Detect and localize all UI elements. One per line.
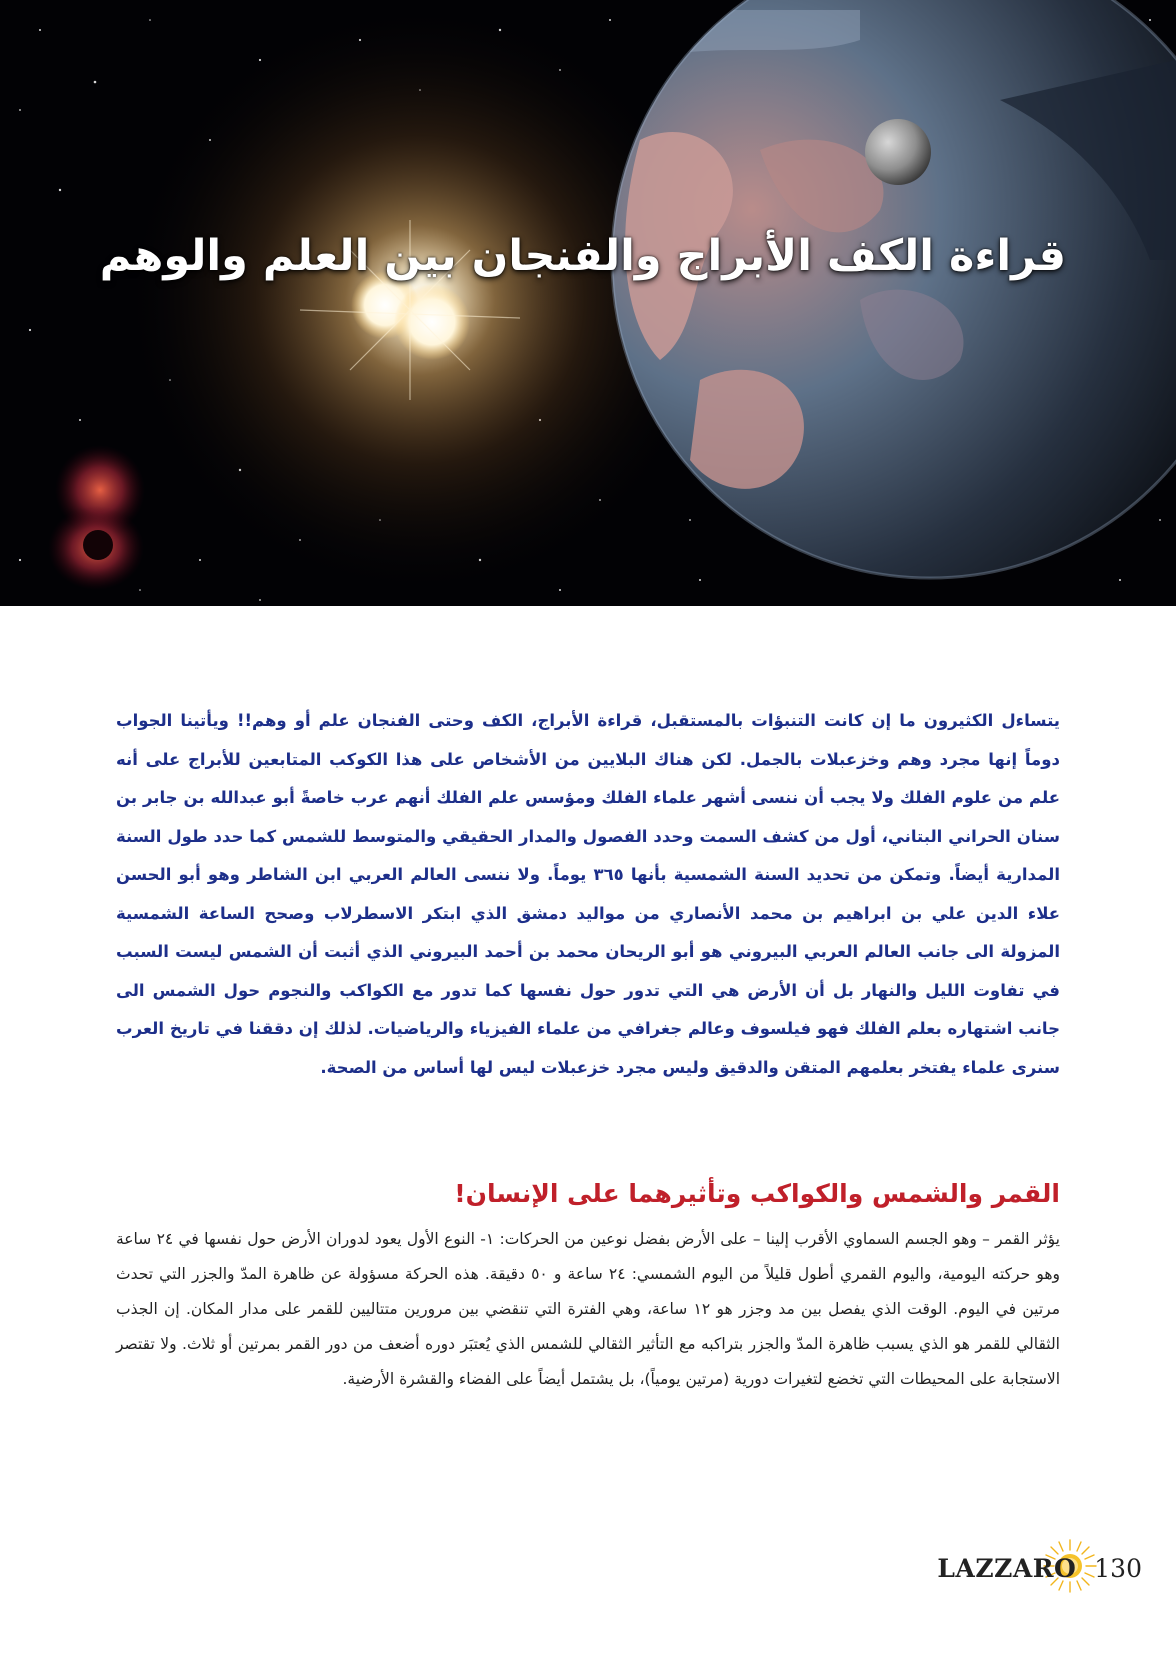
intro-paragraph: يتساءل الكثيرون ما إن كانت التنبؤات بالمستقبل، قراءة الأبراج، الكف وحتى الفنجان علم أو وهم!! ويأتينا الجواب دوماً إنها مجرد وهم وخزعبلات بالجمل. لكن هناك البلايين من الأشخاص على هذا الكوكب المتابعين للأبراج على أنه علم من علوم الفلك ولا يجب أن ننسى أشهر علماء الفلك ومؤسس علم الفلك أنهم عرب خاصةً أبو عبدالله بن جابر بن سنان الحراني البتاني، أول من كشف السمت وحدد الفصول والمدار الحقيقي والمتوسط للشمس كما حدد طول السنة المدارية أيضاً. وتمكن من تحديد السنة الشمسية بأنها ٣٦٥ يوماً. ولا ننسى العالم العربي ابن الشاطر وهو أبو الحسن علاء الدين علي بن ابراهيم بن محمد الأنصاري من مواليد دمشق الذي ابتكر الاسطرلاب وصحح الساعة الشمسية المزولة الى جانب العالم العربي البيروني هو أبو الريحان محمد بن أحمد البيروني الذي أثبت أن الشمس ليست السبب في تفاوت الليل والنهار بل أن الأرض هي التي تدور حول نفسها كما تدور مع الكواكب والنجوم حول الشمس الى جانب اشتهاره بعلم الفلك فهو فيلسوف وعالم جغرافي من علماء الفيزياء والرياضيات. لذلك إن دققنا في تاريخ العرب سنرى علماء يفتخر بعلمهم المتقن والدقيق وليس مجرد خزعبلات ليس لها أساس من الصحة. <box>116 711 1060 1077</box>
space-illustration <box>0 0 1176 606</box>
brand-logo <box>937 1554 1076 1583</box>
moon <box>865 119 931 185</box>
page-footer <box>937 1546 1142 1590</box>
hero-image <box>0 0 1176 606</box>
section-heading: القمر والشمس والكواكب وتأثيرهما على الإنسان! <box>454 1179 1060 1208</box>
page-number: 130 <box>1094 1553 1142 1583</box>
brand-name: LAZZARO <box>937 1553 1077 1583</box>
sun-right <box>394 284 470 360</box>
page-title: قراءة الكف الأبراج والفنجان بين العلم والوهم <box>99 231 1066 281</box>
section-paragraph: يؤثر القمر – وهو الجسم السماوي الأقرب إلينا – على الأرض بفضل نوعين من الحركات: ١- النوع الأول يعود لدوران الأرض حول نفسها في ٢٤ ساعة وهو حركته اليومية، واليوم القمري أطول قليلاً من اليوم الشمسي: ٢٤ ساعة و ٥٠ دقيقة. هذه الحركة مسؤولة عن ظاهرة المدّ والجزر التي تحدث مرتين في اليوم. الوقت الذي يفصل بين مد وجزر هو ١٢ ساعة، وهي الفترة التي تنقضي بين مرورين متتاليين للقمر على مدار المكان. إن الجذب الثقالي للقمر هو الذي يسبب ظاهرة المدّ والجزر بتراكبه مع التأثير الثقالي للشمس الذي يُعتبَر دوره أضعف من دور القمر بمرتين أو ثلاث. ولا تقتصر الاستجابة على المحيطات التي تخضع لتغيرات دورية (مرتين يومياً)، بل يشتمل أيضاً على الفضاء والقشرة الأرضية. <box>116 1230 1061 1388</box>
